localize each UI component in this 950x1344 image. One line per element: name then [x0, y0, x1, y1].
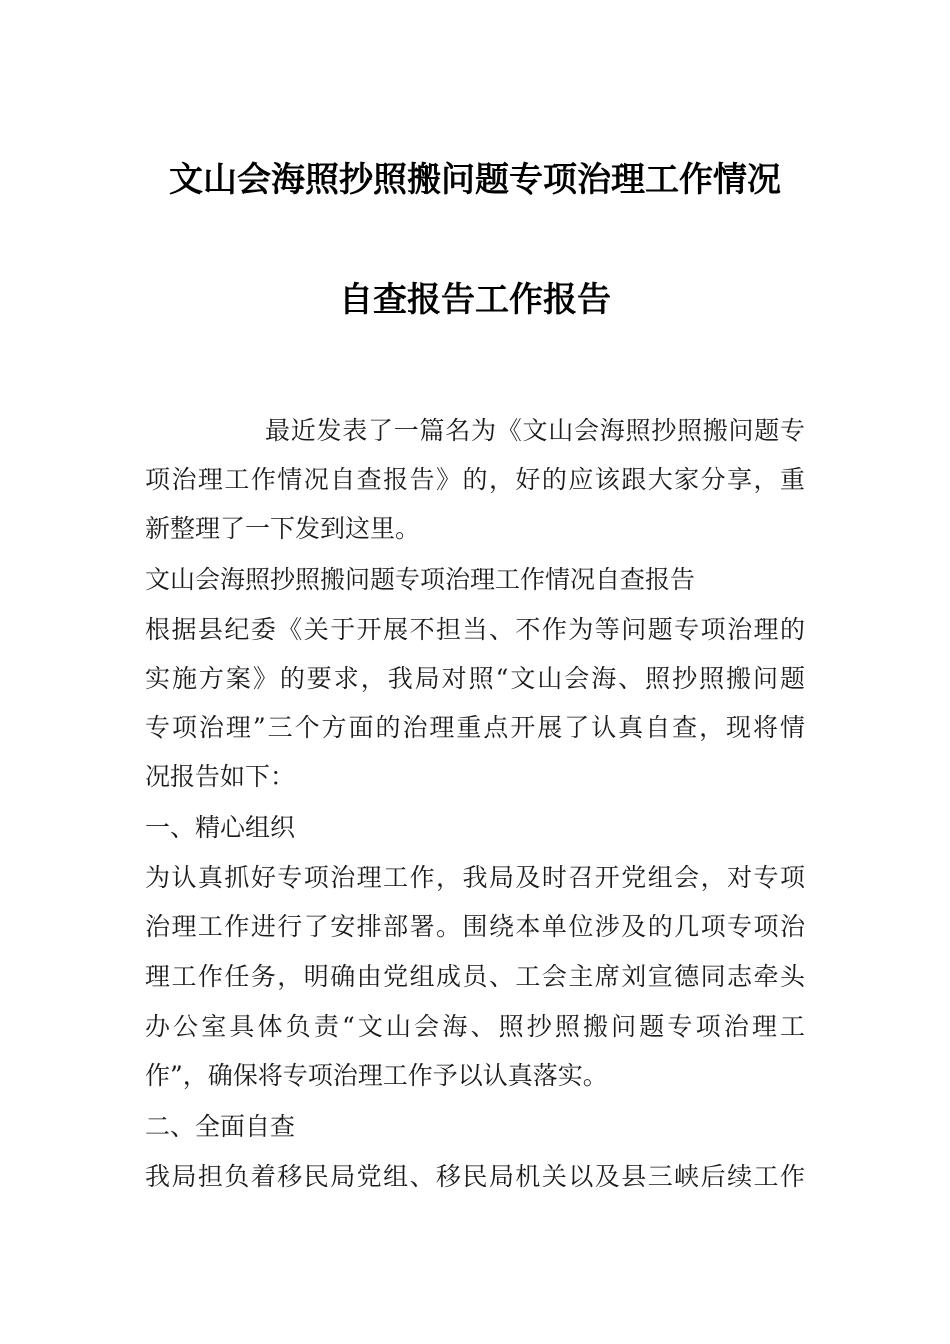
body-line: 办公室具体负责“文山会海、照抄照搬问题专项治理工 [145, 1012, 805, 1041]
body-line: 作”，确保将专项治理工作予以认真落实。 [145, 1061, 608, 1090]
body-line: 项治理工作情况自查报告》的，好的应该跟大家分享，重 [145, 465, 805, 494]
section-heading: 二、全面自查 [145, 1112, 296, 1141]
body-line: 新整理了一下发到这里。 [145, 514, 421, 543]
document-title-line-1: 文山会海照抄照搬问题专项治理工作情况 [169, 160, 781, 200]
body-line: 根据县纪委《关于开展不担当、不作为等问题专项治理的 [145, 615, 805, 644]
body-line: 为认真抓好专项治理工作，我局及时召开党组会，对专项 [145, 863, 805, 892]
body-line: 况报告如下： [145, 762, 296, 791]
body-line: 专项治理”三个方面的治理重点开展了认真自查，现将情 [145, 713, 805, 742]
body-line: 最近发表了一篇名为《文山会海照抄照搬问题专 [265, 416, 805, 445]
body-line: 治理工作进行了安排部署。围绕本单位涉及的几项专项治 [145, 912, 805, 941]
body-line: 我局担负着移民局党组、移民局机关以及县三峡后续工作 [145, 1162, 805, 1191]
body-heading: 文山会海照抄照搬问题专项治理工作情况自查报告 [145, 565, 696, 594]
body-line: 理工作任务，明确由党组成员、工会主席刘宣德同志牵头 [145, 962, 805, 991]
body-line: 实施方案》的要求，我局对照“文山会海、照抄照搬问题 [145, 664, 805, 693]
section-heading: 一、精心组织 [145, 813, 296, 842]
document-title-line-2: 自查报告工作报告 [339, 280, 611, 320]
